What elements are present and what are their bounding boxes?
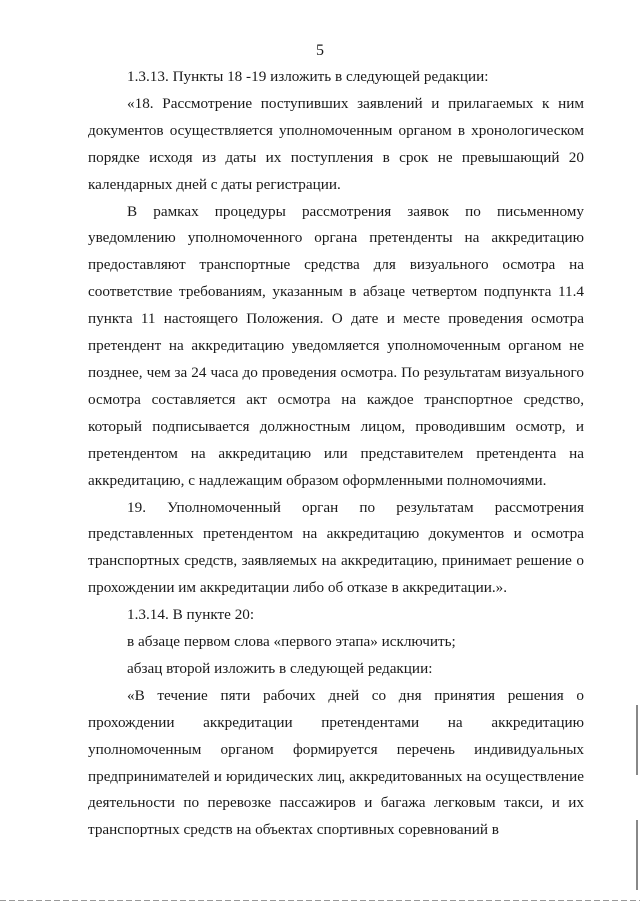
scan-bottom-rule <box>0 900 640 901</box>
paragraph-first-abzac: в абзаце первом слова «первого этапа» исключить; <box>127 633 456 651</box>
document-body <box>88 64 584 844</box>
paragraph-inspection: В рамках процедуры рассмотрения заявок по письменному уведомлению уполномоченного органа претенденты на аккредитацию предоставляют транспортные средства для визуального осмотра на соответствие требованиям, указанным в абзаце четвертом подпункта 11.4 пункта 11 настоящего Положения. О дате и месте проведения осмотра претендент на аккредитацию уведомляется уполномоченным органом не позднее, чем за 24 часа до проведения осмотра. По результатам визуального осмотра составляется акт осмотра на каждое транспортное средство, который подписывается должностным лицом, проводившим осмотр, и претендентом на аккредитацию или представителем претендента на аккредитацию, с надлежащим образом оформленными полномочиями. <box>88 202 584 489</box>
paragraph-item-1-3-13: 1.3.13. Пункты 18 -19 изложить в следующей редакции: <box>127 68 489 85</box>
paragraph-item-19: 19. Уполномоченный орган по результатам рассмотрения представленных претендентом на аккредитацию документов и осмотра транспортных средств, заявляемых на аккредитацию, принимает решение о прохождении им аккредитации либо об отказе в аккредитации.». <box>88 498 584 597</box>
scan-edge-mark <box>636 820 638 890</box>
scan-edge-mark <box>636 705 638 775</box>
page-number: 5 <box>316 42 324 59</box>
paragraph-new-text: «В течение пяти рабочих дней со дня принятия решения о прохождении аккредитации претендентами на аккредитацию уполномоченным органом формируется перечень индивидуальных предпринимателей и юридических лиц, аккредитованных на осуществление деятельности по перевозке пассажиров и багажа легковым такси, и их транспортных средств на объектах спортивных соревнований в <box>88 686 584 839</box>
paragraph-second-abzac: абзац второй изложить в следующей редакции: <box>127 659 433 677</box>
paragraph-item-1-3-14: 1.3.14. В пункте 20: <box>127 606 255 624</box>
paragraph-item-18: «18. Рассмотрение поступивших заявлений и прилагаемых к ним документов осуществляется уполномоченным органом в хронологическом порядке исходя из даты их поступления в срок не превышающий 20 календарных дней с даты регистрации. <box>88 94 584 193</box>
